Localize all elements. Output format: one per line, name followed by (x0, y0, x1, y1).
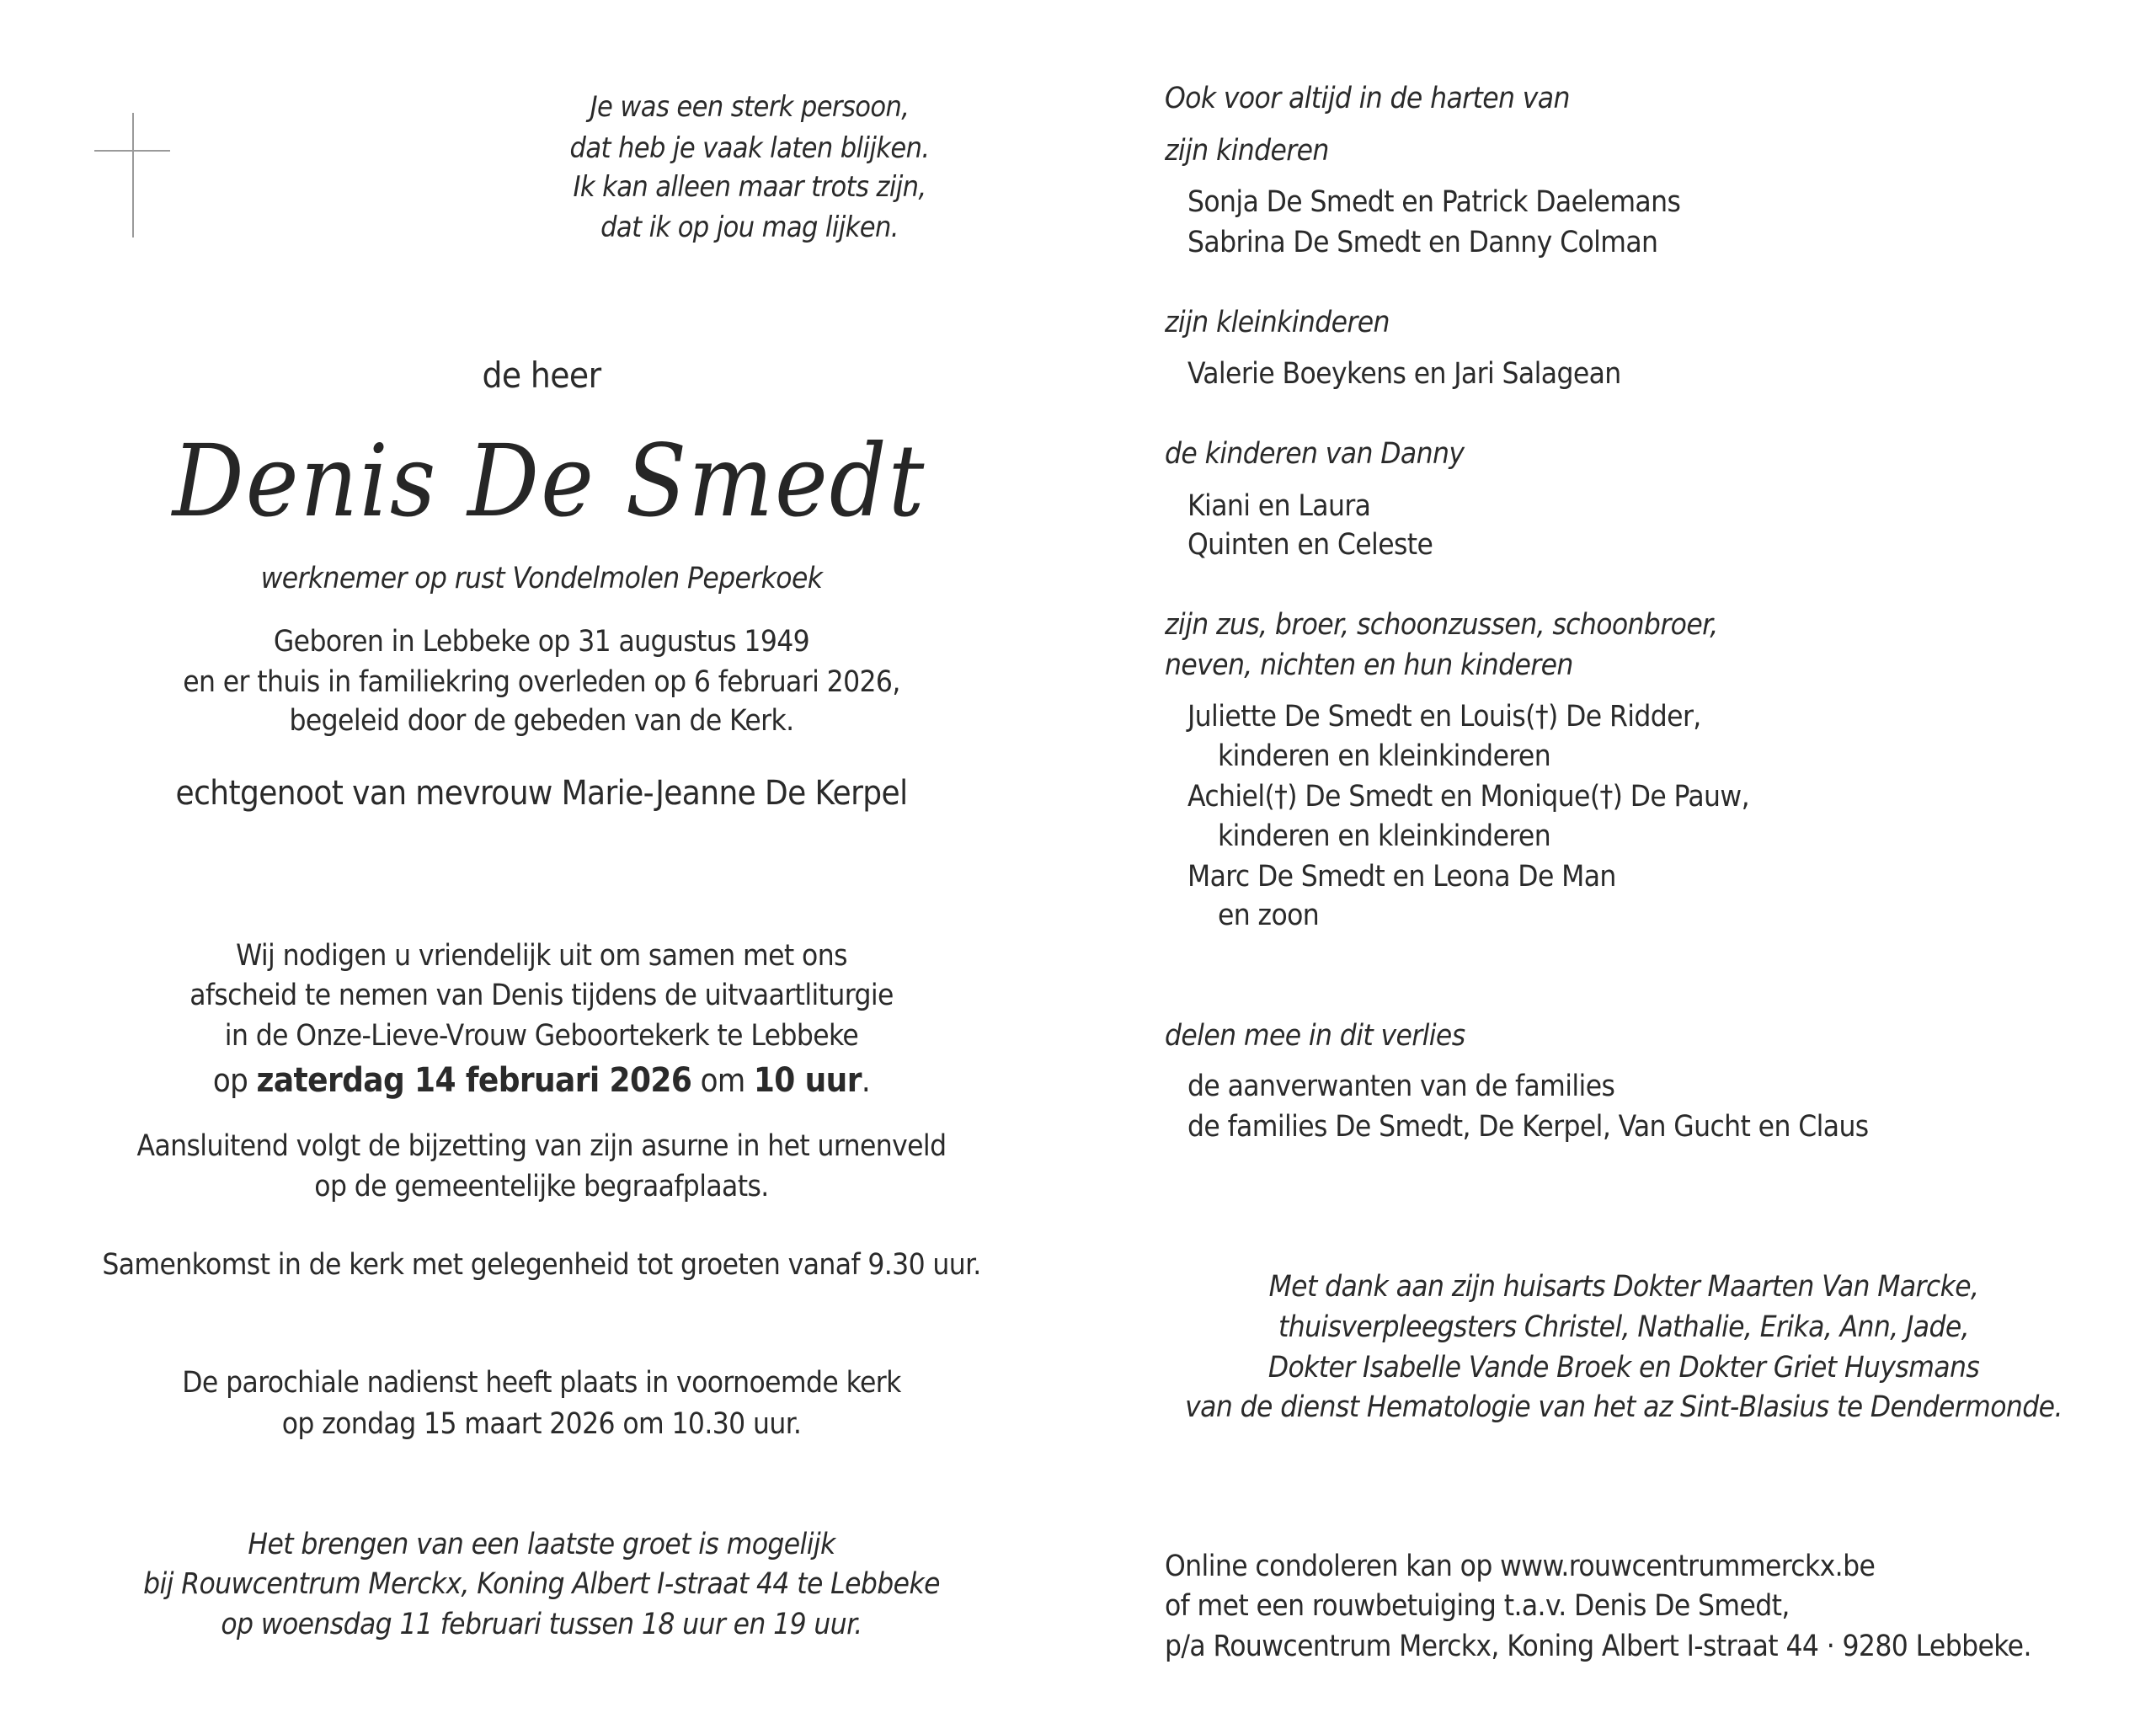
mourner-line: Sonja De Smedt en Patrick Daelemans (1187, 185, 1681, 219)
mourner-line: de families De Smedt, De Kerpel, Van Gucht en Claus (1187, 1110, 1869, 1144)
visitation-line: op woensdag 11 februari tussen 18 uur en 19 uur. (221, 1608, 862, 1641)
visitation-line: Het brengen van een laatste groet is mogelijk (248, 1528, 835, 1561)
thanks-line: van de dienst Hematologie van het az Sint-Blasius te Dendermonde. (1185, 1390, 2063, 1424)
info-line: Geboren in Lebbeke op 31 augustus 1949 (273, 625, 810, 659)
occupation: werknemer op rust Vondelmolen Peperkoek (260, 562, 823, 595)
service-datetime (212, 1061, 871, 1100)
poem-line: dat heb je vaak laten blijken. (569, 131, 930, 165)
visitation-line: bij Rouwcentrum Merckx, Koning Albert I-straat 44 te Lebbeke (143, 1567, 940, 1601)
group-heading: zijn kinderen (1165, 134, 1329, 168)
mourner-line: Juliette De Smedt en Louis(†) De Ridder, (1187, 700, 1701, 734)
poem-line: Ik kan alleen maar trots zijn, (573, 170, 926, 204)
mourner-line: Valerie Boeykens en Jari Salagean (1187, 357, 1621, 391)
poem-line: dat ik op jou mag lijken. (600, 211, 899, 244)
invitation-line: afscheid te nemen van Denis tijdens de uitvaartliturgie (189, 979, 894, 1012)
thanks-line: thuisverpleegsters Christel, Nathalie, Erika, Ann, Jade, (1278, 1310, 1970, 1344)
service-date: zaterdag 14 februari 2026 (256, 1061, 692, 1100)
condolence-line: Online condoleren kan op www.rouwcentrummerckx.be (1165, 1550, 1876, 1583)
honorific: de heer (482, 355, 601, 396)
info-line: begeleid door de gebeden van de Kerk. (289, 704, 794, 738)
invitation-line: in de Onze-Lieve-Vrouw Geboortekerk te Lebbeke (224, 1019, 859, 1053)
mourner-line: Marc De Smedt en Leona De Man (1187, 860, 1616, 894)
mourner-subline: en zoon (1218, 899, 1320, 932)
cross-horizontal-bar (94, 150, 170, 152)
mourner-line: Sabrina De Smedt en Danny Colman (1187, 226, 1658, 259)
group-heading: de kinderen van Danny (1165, 437, 1465, 471)
group-heading: delen mee in dit verlies (1165, 1019, 1465, 1053)
service-suffix: . (861, 1062, 871, 1099)
poem-line: Je was een sterk persoon, (590, 90, 910, 124)
mourner-subline: kinderen en kleinkinderen (1218, 739, 1551, 773)
mourner-subline: kinderen en kleinkinderen (1218, 819, 1551, 853)
burial-line: op de gemeentelijke begraafplaats. (314, 1170, 769, 1203)
mourner-line: Quinten en Celeste (1187, 528, 1433, 562)
group-heading: zijn zus, broer, schoonzussen, schoonbroer, (1165, 608, 1718, 642)
service-time: 10 uur (753, 1061, 862, 1100)
thanks-line: Dokter Isabelle Vande Broek en Dokter Griet Huysmans (1267, 1351, 1980, 1385)
service-prefix: op (212, 1062, 248, 1099)
cross-vertical-bar (132, 113, 134, 237)
service-middle: om (700, 1062, 745, 1099)
mourner-line: Achiel(†) De Smedt en Monique(†) De Pauw, (1187, 780, 1749, 814)
memorial-line: op zondag 15 maart 2026 om 10.30 uur. (281, 1407, 802, 1441)
mourners-intro: Ook voor altijd in de harten van (1165, 82, 1570, 115)
mourner-line: Kiani en Laura (1187, 489, 1371, 523)
thanks-line: Met dank aan zijn huisarts Dokter Maarten Van Marcke, (1268, 1270, 1979, 1304)
info-line: en er thuis in familiekring overleden op 6 februari 2026, (183, 665, 900, 699)
group-heading: neven, nichten en hun kinderen (1165, 648, 1573, 682)
memorial-line: De parochiale nadienst heeft plaats in voornoemde kerk (182, 1366, 901, 1400)
gathering-info: Samenkomst in de kerk met gelegenheid tot groeten vanaf 9.30 uur. (102, 1248, 981, 1282)
deceased-name: Denis De Smedt (172, 423, 926, 539)
group-heading: zijn kleinkinderen (1165, 306, 1390, 339)
spouse-line: echtgenoot van mevrouw Marie-Jeanne De Kerpel (175, 774, 908, 813)
burial-line: Aansluitend volgt de bijzetting van zijn asurne in het urnenveld (136, 1129, 947, 1163)
condolence-line: of met een rouwbetuiging t.a.v. Denis De Smedt, (1165, 1589, 1790, 1623)
mourner-line: de aanverwanten van de families (1187, 1070, 1615, 1103)
condolence-line: p/a Rouwcentrum Merckx, Koning Albert I-straat 44 · 9280 Lebbeke. (1165, 1630, 2031, 1663)
invitation-line: Wij nodigen u vriendelijk uit om samen met ons (236, 939, 847, 973)
